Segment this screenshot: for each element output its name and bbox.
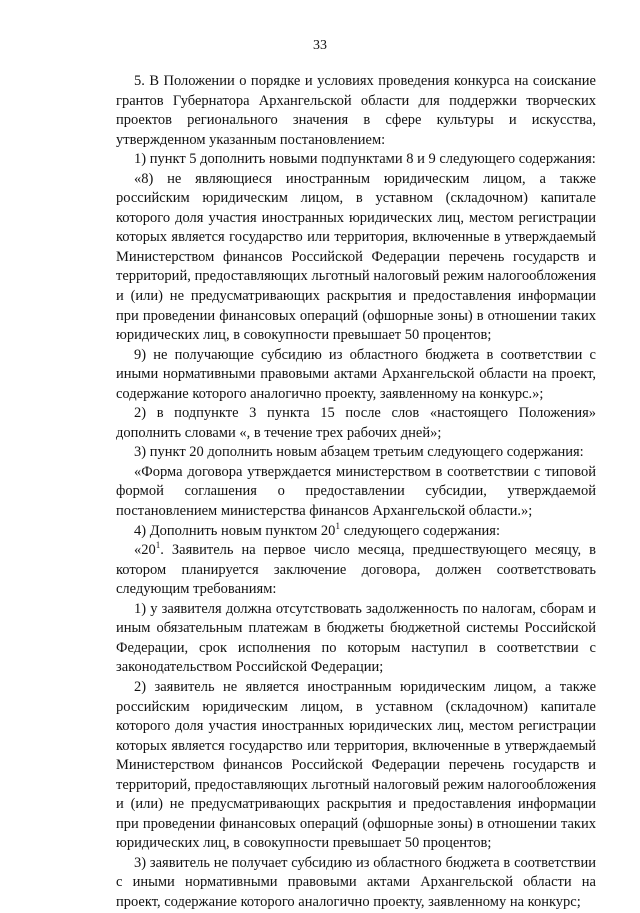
document-body [116,72,596,913]
paragraph-item-1: 1) пункт 5 дополнить новыми подпунктами 8 и 9 следующего содержания: [134,151,596,168]
page-number: 33 [313,38,327,53]
paragraph-requirement-2: 2) заявитель не является иностранным юридическим лицом, а также российским юридическим лицом, в уставном (складочном) капитале которого доля участия иностранных юридических лиц, местом регистрации которых является государство или территория, включенные в утверждаемый Министерством финансов Российской Федерации перечень государств и территорий, предоставляющих льготный налоговый режим налогообложения и (или) не предусматривающих раскрытия и предоставления информации при проведении финансовых операций (офшорные зоны) в отношении таких юридических лиц, в совокупности превышает 50 процентов; [116,678,596,852]
text-fragment: . Заявитель на первое число месяца, предшествующего месяцу, в котором планируется заключение договора, должен соответствовать следующим требованиям: [116,542,596,598]
paragraph-item-3: 3) пункт 20 дополнить новым абзацем третьим следующего содержания: [134,444,584,461]
paragraph-subitem-9: 9) не получающие субсидию из областного бюджета в соответствии с иными нормативными правовыми актами Архангельской области на проект, содержание которого аналогично проекту, заявленному на конкурс.»; [116,346,596,402]
paragraph-requirement-1: 1) у заявителя должна отсутствовать задолженность по налогам, сборам и иным обязательным платежам в бюджеты бюджетной системы Российской Федерации, срок исполнения по которым наступил в соответствии с законодательством Российской Федерации; [116,600,596,676]
text-fragment: 4) Дополнить новым пунктом 20 [134,522,336,539]
superscript: 1 [155,540,161,551]
paragraph-subitem-8: «8) не являющиеся иностранным юридическим лицом, а также российским юридическим лицом, в уставном (складочном) капитале которого доля участия иностранных юридических лиц, местом регистрации которых является государство или территория, включенные в утверждаемый Министерством финансов Российской Федерации перечень государств и территорий, предоставляющих льготный налоговый режим налогообложения и (или) не предусматривающих раскрытия и предоставления информации при проведении финансовых операций (офшорные зоны) в отношении таких юридических лиц, в совокупности превышает 50 процентов; [116,170,596,344]
paragraph-item-4 [116,522,596,542]
paragraph-section-5: 5. В Положении о порядке и условиях проведения конкурса на соискание грантов Губернатора Архангельской области для поддержки творческих проектов регионального значения в сфере культуры и искусства, утвержденном указанным постановлением: [116,73,596,148]
superscript: 1 [335,520,340,531]
text-fragment: следующего содержания: [339,522,501,539]
paragraph-point-20-1 [116,541,596,600]
text-fragment: «20 [134,542,156,559]
paragraph-requirement-3: 3) заявитель не получает субсидию из областного бюджета в соответствии с иными нормативными правовыми актами Архангельской области на проект, содержание которого аналогично проекту, заявленному на конкурс; [116,854,596,910]
paragraph-item-2: 2) в подпункте 3 пункта 15 после слов «настоящего Положения» дополнить словами «, в течение трех рабочих дней»; [116,405,596,441]
paragraph-contract-form: «Форма договора утверждается министерством в соответствии с типовой формой соглашения о предоставлении субсидии, утверждаемой постановлением министерства финансов Архангельской области.»; [116,463,596,520]
